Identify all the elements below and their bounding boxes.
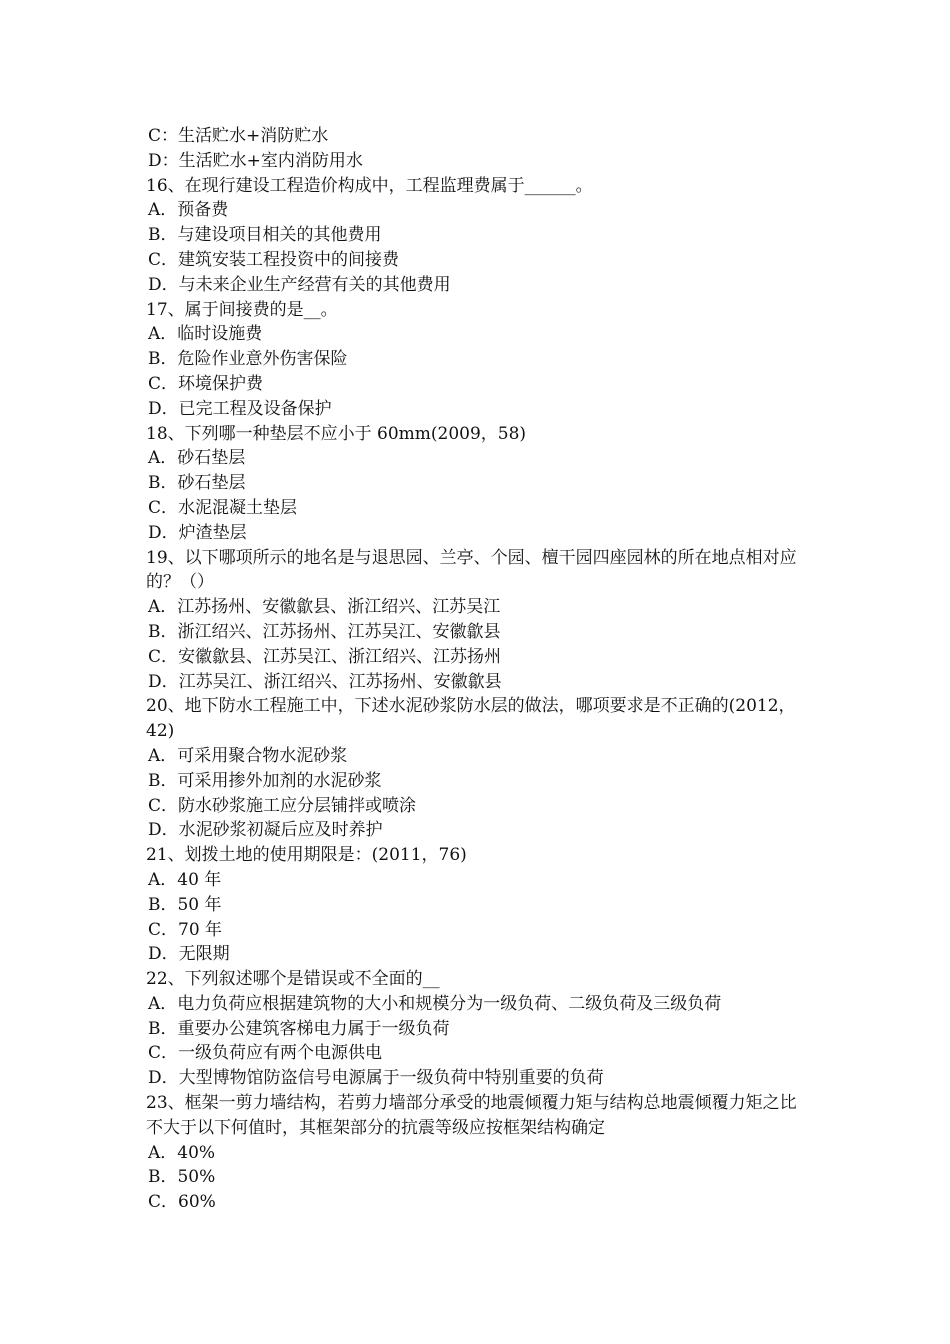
question-text: 20、地下防水工程施工中，下述水泥砂浆防水层的做法，哪项要求是不正确的(2012，42) (146, 696, 796, 742)
answer-option: C．60% (148, 1192, 216, 1213)
answer-option: A．40 年 (148, 869, 222, 890)
answer-option: A．预备费 (148, 200, 229, 221)
question-text: 23、框架一剪力墙结构，若剪力墙部分承受的地震倾覆力矩与结构总地震倾覆力矩之比不大于以下何值时，其框架部分的抗震等级应按框架结构确定 (146, 1093, 797, 1138)
answer-option: C．水泥混凝土垫层 (148, 497, 298, 518)
answer-option: B．重要办公建筑客梯电力属于一级负荷 (148, 1018, 450, 1039)
answer-option: C．环境保护费 (148, 373, 264, 394)
question-text: 18、下列哪一种垫层不应小于 60mm(2009，58) (146, 423, 527, 444)
answer-option: D．炉渣垫层 (148, 522, 247, 543)
answer-option: B．50% (148, 1167, 216, 1188)
answer-option: C：生活贮水+消防贮水 (148, 126, 329, 146)
answer-option: B．可采用掺外加剂的水泥砂浆 (148, 770, 382, 791)
question-text: 19、以下哪项所示的地名是与退思园、兰亭、个园、檀干园四座园林的所在地点相对应的？（） (146, 547, 797, 593)
answer-option: B．危险作业意外伤害保险 (148, 349, 348, 370)
question-text: 22、下列叙述哪个是错误或不全面的__ (146, 969, 440, 990)
answer-option: D．水泥砂浆初凝后应及时养护 (148, 820, 383, 841)
answer-option: D．无限期 (148, 944, 230, 965)
answer-option: C．一级负荷应有两个电源供电 (148, 1043, 383, 1064)
answer-option: A．临时设施费 (148, 324, 263, 345)
answer-option: A．可采用聚合物水泥砂浆 (148, 745, 348, 766)
question-text: 21、划拨土地的使用期限是：(2011，76) (146, 845, 467, 866)
answer-option: A．砂石垫层 (148, 448, 246, 469)
answer-option: A．40% (148, 1142, 216, 1163)
answer-option: D：生活贮水+室内消防用水 (148, 150, 363, 171)
document-body (146, 124, 810, 1215)
answer-option: C．70 年 (148, 919, 223, 940)
answer-option: B．与建设项目相关的其他费用 (148, 225, 382, 246)
answer-option: C．防水砂浆施工应分层铺拌或喷涂 (148, 795, 417, 816)
answer-option: C．安徽歙县、江苏吴江、浙江绍兴、江苏扬州 (148, 646, 502, 667)
question-text: 17、属于间接费的是__。 (146, 299, 338, 320)
answer-option: B．浙江绍兴、江苏扬州、江苏吴江、安徽歙县 (148, 621, 501, 642)
answer-option: D．与未来企业生产经营有关的其他费用 (148, 274, 451, 295)
answer-option: D．已完工程及设备保护 (148, 398, 332, 419)
answer-option: A．江苏扬州、安徽歙县、浙江绍兴、江苏吴江 (148, 597, 501, 618)
answer-option: D．大型博物馆防盗信号电源属于一级负荷中特别重要的负荷 (148, 1068, 604, 1089)
answer-option: B．砂石垫层 (148, 473, 246, 494)
answer-option: B．50 年 (148, 894, 222, 915)
answer-option: A．电力负荷应根据建筑物的大小和规模分为一级负荷、二级负荷及三级负荷 (148, 993, 722, 1014)
answer-option: C．建筑安装工程投资中的间接费 (148, 249, 400, 270)
answer-option: D．江苏吴江、浙江绍兴、江苏扬州、安徽歙县 (148, 671, 502, 692)
question-text: 16、在现行建设工程造价构成中，工程监理费属于______。 (146, 175, 593, 196)
